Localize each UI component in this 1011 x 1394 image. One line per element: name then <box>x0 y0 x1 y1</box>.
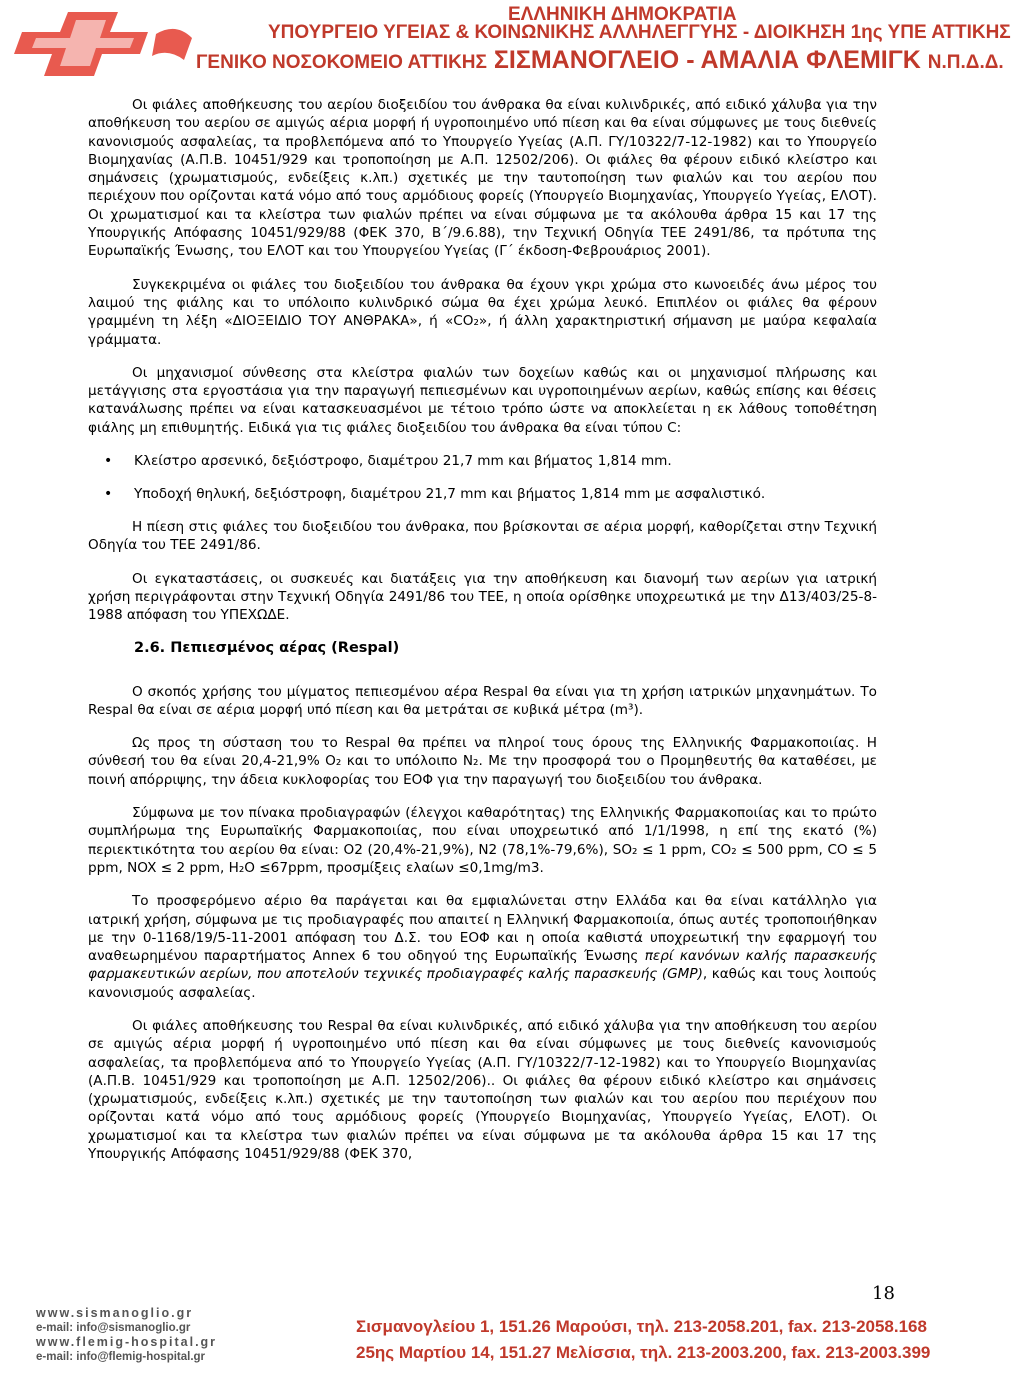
section-heading: 2.6. Πεπιεσμένος αέρας (Respal) <box>134 639 400 656</box>
list-item: • Κλείστρο αρσενικό, δεξιόστροφο, διαμέτρου 21,7 mm και βήματος 1,814 mm. <box>88 452 877 471</box>
paragraph-respal-purpose: Ο σκοπός χρήσης του μίγματος πεπιεσμένου αέρα Respal θα είναι για τη χρήση ιατρικών μηχανημάτων. Το Respal θα είναι σε αέρια μορφή υπό πίεση και θα μετράται σε κυβικά μέτρα (m³). <box>88 683 877 718</box>
paragraph-respal-production <box>88 892 877 1002</box>
page-number: 18 <box>872 1283 895 1304</box>
document-body <box>88 96 877 1163</box>
paragraph-installations: Οι εγκαταστάσεις, οι συσκευές και διατάξεις για την αποθήκευση και διανομή των αερίων για ιατρική χρήση περιγράφονται στην Τεχνική Οδηγία 2491/86 του ΤΕΕ, η οποία ορίσθηκε υποχρεωτικά με την Δ13/403/25-8-1988 απόφαση του ΥΠΕΧΩΔΕ. <box>88 570 877 624</box>
paragraph-respal-cylinders: Οι φιάλες αποθήκευσης του Respal θα είναι κυλινδρικές, από ειδικό χάλυβα για την αποθήκευση του αερίου σε αμιγώς αέρια μορφή ή υγροποιημένο υπό πίεση και θα είναι σύμφωνες με τους διεθνείς κανονισμούς ασφαλείας, τα προβλεπόμενα από το Υπουργείο Υγείας (Α.Π. ΓΥ/10322/7-12-1982) και το Υπουργείο Βιομηχανίας (Α.Π.Β. 10451/929 και τροποποίηση με Α.Π. 12502/206).. Οι φιάλες θα φέρουν ειδικό κλείστρο και σημάνσεις (χρωματισμούς, ενδείξεις κ.λπ.) σχετικές με την ταυτοποίηση των φιαλών και του αερίου που περιέχουν που ορίζονται κατά νόμο από τους αρμόδιους φορείς (Υπουργείο Βιομηχανίας, Υπουργείο Υγείας, ΕΛΟΤ). Οι χρωματισμοί και τα κλείστρα των φιαλών πρέπει να είναι σύμφωνα με τα ακόλουθα άρθρα 15 και 17 της Υπουργικής Απόφασης 10451/929/88 (ΦΕΚ 370, <box>88 1017 877 1163</box>
list-item: • Υποδοχή θηλυκή, δεξιόστροφη, διαμέτρου 21,7 mm και βήματος 1,814 mm με ασφαλιστικό. <box>88 485 877 504</box>
footer-contacts <box>36 1306 236 1364</box>
hospital-cross-logo-icon <box>6 4 206 84</box>
paragraph-co2-cylinders: Οι φιάλες αποθήκευσης του αερίου διοξειδίου του άνθρακα θα είναι κυλινδρικές, από ειδικό χάλυβα για την αποθήκευση του αερίου σε αμιγώς αέρια μορφή ή υγροποιημένο υπό πίεση και θα είναι σύμφωνες με τους διεθνείς κανονισμούς ασφαλείας, τα προβλεπόμενα από το Υπουργείο Υγείας (Α.Π. ΓΥ/10322/7-12-1982) και το Υπουργείο Βιομηχανίας (Α.Π.Β. 10451/929 και τροποποίηση με Α.Π. 12502/206). Οι φιάλες θα φέρουν ειδικό κλείστρο και σημάνσεις (χρωματισμούς, ενδείξεις κ.λπ.) σχετικές με την ταυτοποίηση των φιαλών και του αερίου που περιέχουν που ορίζονται κατά νόμο από τους αρμόδιους φορείς (Υπουργείο Βιομηχανίας, Υπουργείο Υγείας, ΕΛΟΤ). Οι χρωματισμοί και τα κλείστρα των φιαλών πρέπει να είναι σύμφωνα με τα ακόλουθα άρθρα 15 και 17 της Υπουργικής Απόφασης 10451/929/88 (ΦΕΚ 370, Β΄/9.6.88), την Τεχνική Οδηγία ΤΕΕ 2491/86, τα πρότυπα της Ευρωπαϊκής Ένωσης, του ΕΛΟΤ και του Υπουργείου Υγείας (Γ΄ έκδοση-Φεβρουάριος 2001). <box>88 97 877 260</box>
paragraph-italic-text: περί κανόνων καλής παρασκευής φαρμακευτικών αερίων, που αποτελούν τεχνικές προδιαγραφές καλής παρασκευής (GMP) <box>88 948 877 983</box>
header-hospital <box>196 46 1004 75</box>
paragraph-text: Το προσφερόμενο αέριο θα παράγεται και θα εμφιαλώνεται στην Ελλάδα και θα είναι κατάλληλο για ιατρική χρήση, σύμφωνα με τις προδιαγραφές που απαιτεί η Ελληνική Φαρμακοποιία, όπως αυτές τροποποιήθηκαν με την 0-1168/19/5-11-2001 απόφαση του Δ.Σ. του ΕΟΦ και η οποία καθιστά υποχρεωτική την εφαρμογή του αναθεωρημένου παραρτήματος Annex 6 του οδηγού της Ευρωπαϊκής Ένωσης <box>88 893 877 965</box>
header-ministry: ΥΠΟΥΡΓΕΙΟ ΥΓΕΙΑΣ & ΚΟΙΝΩΝΙΚΗΣ ΑΛΛΗΛΕΓΓΥΗΣ - ΔΙΟΙΚΗΣΗ 1ης ΥΠΕ ΑΤΤΙΚΗΣ <box>268 22 1011 43</box>
valve-type-list <box>88 452 877 504</box>
header-hospital-name: ΣΙΣΜΑΝΟΓΛΕΙΟ - ΑΜΑΛΙΑ ΦΛΕΜΙΓΚ <box>493 46 921 74</box>
paragraph-respal-composition: Ως προς τη σύσταση του το Respal θα πρέπει να πληροί τους όρους της Ελληνικής Φαρμακοποιίας. Η σύνθεσή του θα είναι 20,4-21,9% O₂ και το υπόλοιπο N₂. Με την προσφορά του ο Προμηθευτής θα καταθέσει, με ποινή απόρριψης, την άδεια κυκλοφορίας του ΕΟΦ για την παραγωγή του διοξειδίου του άνθρακα. <box>88 735 877 788</box>
page-header <box>0 0 1011 88</box>
paragraph-text: , καθώς και τους λοιπούς κανονισμούς ασφαλείας. <box>88 966 877 1001</box>
header-hospital-suffix: Ν.Π.Δ.Δ. <box>927 52 1004 73</box>
footer-addresses <box>356 1314 930 1366</box>
footer-email-link[interactable]: e-mail: info@flemig-hospital.gr <box>36 1351 206 1363</box>
footer-address: Σισμανογλείου 1, 151.26 Μαρούσι, τηλ. 213-2058.201, fax. 213-2058.168 <box>356 1317 927 1336</box>
footer-website-link[interactable]: www.flemig-hospital.gr <box>36 1335 218 1349</box>
paragraph-respal-specs: Σύμφωνα με τον πίνακα προδιαγραφών (έλεγχοι καθαρότητας) της Ελληνικής Φαρμακοποιίας και το πρώτο συμπλήρωμα της Ευρωπαϊκής Φαρμακοποιίας, που είναι υποχρεωτικό από 1/1/1998, η επί της εκατό (%) περιεκτικότητα του αερίου θα είναι: O2 (20,4%-21,9%), N2 (78,1%-79,6%), SO₂ ≤ 1 ppm, CO₂ ≤ 500 ppm, CO ≤ 5 ppm, NOX ≤ 2 ppm, H₂O ≤67ppm, προσμίξεις ελαίων ≤0,1mg/m3. <box>88 805 877 876</box>
paragraph-pressure: Η πίεση στις φιάλες του διοξειδίου του άνθρακα, που βρίσκονται σε αέρια μορφή, καθορίζεται στην Τεχνική Οδηγία του ΤΕΕ 2491/86. <box>88 519 877 554</box>
footer-address: 25ης Μαρτίου 14, 151.27 Μελίσσια, τηλ. 213-2003.200, fax. 213-2003.399 <box>356 1343 931 1362</box>
page-footer <box>0 1306 960 1394</box>
header-hospital-prefix: ΓΕΝΙΚΟ ΝΟΣΟΚΟΜΕΙΟ ΑΤΤΙΚΗΣ <box>196 52 487 73</box>
footer-website-link[interactable]: www.sismanoglio.gr <box>36 1306 194 1320</box>
paragraph-co2-colors: Συγκεκριμένα οι φιάλες του διοξειδίου του άνθρακα θα έχουν γκρι χρώμα στο κωνοειδές άνω μέρος του λαιμού της φιάλης και το υπόλοιπο κυλινδρικό σώμα θα έχει χρώμα λευκό. Επιπλέον οι φιάλες θα φέρουν γραμμένη τη λέξη «ΔΙΟΞΕΙΔΙΟ ΤΟΥ ΑΝΘΡΑΚΑ», ή «CO₂», ή άλλη χαρακτηριστική σήμανση με μαύρα κεφαλαία γράμματα. <box>88 276 877 348</box>
footer-email-link[interactable]: e-mail: info@sismanoglio.gr <box>36 1322 191 1334</box>
header-country: ΕΛΛΗΝΙΚΗ ΔΗΜΟΚΡΑΤΙΑ <box>508 4 737 25</box>
paragraph-valve-mechanisms: Οι μηχανισμοί σύνθεσης στα κλείστρα φιαλών των δοχείων καθώς και οι μηχανισμοί πλήρωσης και μετάγγισης στα εργοστάσια για την παραγωγή πεπιεσμένων και υγροποιημένων αερίων, καθώς επίσης και θέσεις κατανάλωσης πρέπει να είναι κατασκευασμένοι με τέτοιο τρόπο ώστε να αποκλείεται η εκ λάθους τοποθέτηση φιάλης μη επιθυμητής. Ειδικά για τις φιάλες διοξειδίου του άνθρακα θα είναι τύπου C: <box>88 364 877 436</box>
